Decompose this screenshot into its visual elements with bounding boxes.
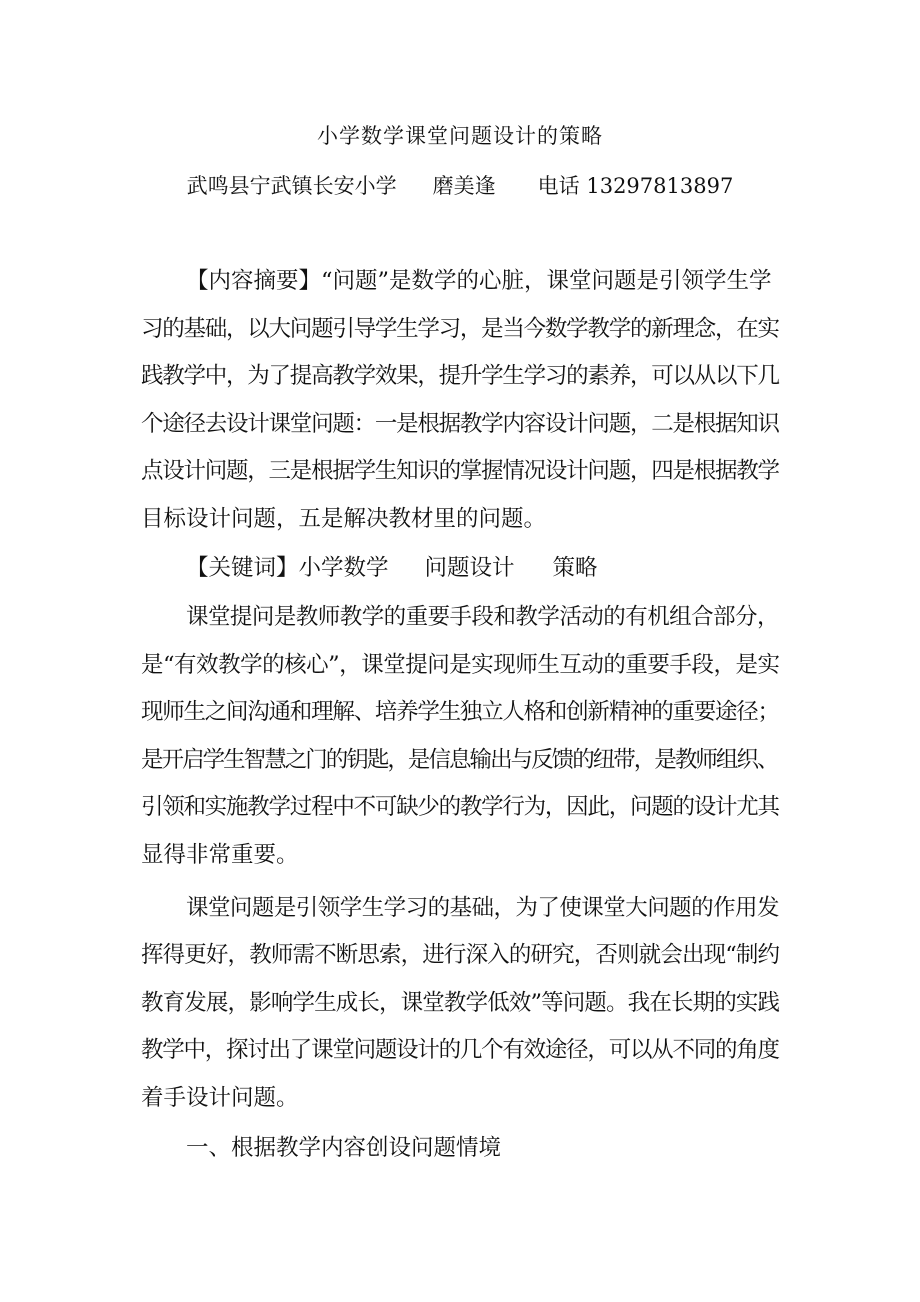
abstract-line: 目标设计问题，五是解决教材里的问题。 [141, 506, 547, 532]
document-title: 小学数学课堂问题设计的策略 [317, 124, 603, 148]
keyword-item: 策略 [552, 555, 598, 581]
paragraph-line: 挥得更好，教师需不断思索，进行深入的研究，否则就会出现“制约 [141, 942, 780, 968]
author-name: 磨美逢 [432, 174, 496, 198]
paragraph-line: 是开启学生智慧之门的钥匙，是信息输出与反馈的纽带，是教师组织、 [141, 747, 778, 773]
author-phone: 电话 13297813897 [537, 174, 734, 198]
paragraph-line: 显得非常重要。 [141, 842, 299, 868]
paragraph-line: 课堂问题是引领学生学习的基础，为了使课堂大问题的作用发 [186, 895, 779, 921]
abstract-line: 点设计问题，三是根据学生知识的掌握情况设计问题，四是根据教学 [141, 458, 779, 484]
keywords-label: 【关键词】小学数学 [186, 555, 389, 581]
paragraph-line: 课堂提问是教师教学的重要手段和教学活动的有机组合部分， [186, 604, 779, 630]
paragraph-line: 着手设计问题。 [141, 1085, 299, 1111]
abstract-line: 践教学中，为了提高教学效果，提升学生学习的素养，可以从以下几 [141, 363, 779, 389]
paragraph-line: 引领和实施教学过程中不可缺少的教学行为，因此，问题的设计尤其 [141, 794, 779, 820]
section-heading: 一、根据教学内容创设问题情境 [186, 1135, 502, 1161]
keywords-line [186, 553, 598, 583]
school-name: 武鸣县宁武镇长安小学 [186, 174, 397, 198]
paragraph-line: 教学中，探讨出了课堂问题设计的几个有效途径，可以从不同的角度 [141, 1037, 779, 1063]
abstract-line: 习的基础，以大问题引导学生学习，是当今数学教学的新理念，在实 [141, 316, 779, 342]
author-byline [0, 170, 920, 200]
keyword-item: 问题设计 [424, 555, 515, 581]
paragraph-line: 是“有效教学的核心”，课堂提问是实现师生互动的重要手段，是实 [141, 652, 780, 678]
paragraph-line: 教育发展，影响学生成长，课堂教学低效”等问题。我在长期的实践 [141, 990, 780, 1016]
abstract-line: 【内容摘要】“问题”是数学的心脏，课堂问题是引领学生学 [186, 268, 772, 294]
paragraph-line: 现师生之间沟通和理解、培养学生独立人格和创新精神的重要途径； [141, 699, 779, 725]
abstract-line: 个途径去设计课堂问题：一是根据教学内容设计问题，二是根据知识 [141, 411, 779, 437]
